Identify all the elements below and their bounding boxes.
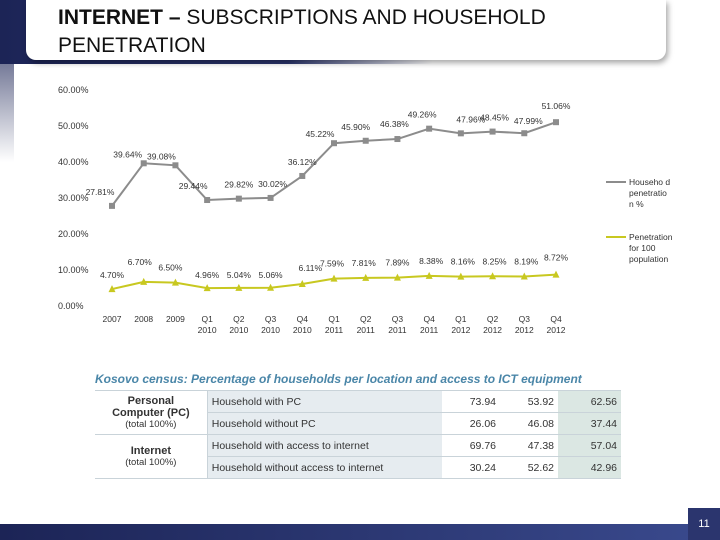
x-tick-label: Q4 <box>423 314 435 324</box>
y-tick-label: 20.00% <box>58 229 89 239</box>
group-pc <box>95 391 207 435</box>
x-tick-label: 2011 <box>356 325 375 335</box>
data-label: 45.90% <box>341 121 371 132</box>
x-tick-label: 2011 <box>420 325 439 335</box>
legend-label: Penetration <box>629 232 673 242</box>
cell-value: 26.06 <box>442 413 500 435</box>
data-label: 5.06% <box>258 269 283 280</box>
data-label: 29.44% <box>178 181 208 192</box>
data-label: 6.50% <box>158 262 183 273</box>
x-tick-label: 2007 <box>102 314 122 324</box>
cell-value: 42.96 <box>558 457 621 479</box>
data-point <box>109 203 115 209</box>
data-label: 7.89% <box>385 257 410 268</box>
cell-value: 37.44 <box>558 413 621 435</box>
group-label: Internet <box>130 445 172 457</box>
x-tick-label: Q3 <box>518 314 530 324</box>
x-tick-label: 2012 <box>483 325 503 335</box>
group-sub: (total 100%) <box>125 457 177 468</box>
data-label: 4.96% <box>195 270 220 281</box>
cell-value: 47.38 <box>500 435 558 457</box>
row-label: Household with access to internet <box>207 435 442 457</box>
data-label: 27.81% <box>85 186 115 197</box>
data-point <box>521 130 527 136</box>
y-tick-label: 0.00% <box>58 301 84 311</box>
data-label: 46.38% <box>380 119 409 130</box>
legend-label: population <box>629 254 669 264</box>
data-label: 30.02% <box>258 178 287 189</box>
data-label: 39.08% <box>147 151 176 162</box>
x-tick-label: 2010 <box>197 325 217 335</box>
data-label: 8.25% <box>482 256 507 267</box>
slide-title-rest: SUBSCRIPTIONS AND HOUSEHOLD PENETRATION <box>58 6 546 57</box>
data-label: 8.19% <box>514 256 539 267</box>
data-label: 47.96% <box>456 114 486 125</box>
x-tick-label: 2012 <box>451 325 471 335</box>
y-tick-label: 10.00% <box>58 265 89 275</box>
x-tick-label: 2012 <box>514 325 534 335</box>
data-point <box>426 126 432 132</box>
cell-value: 73.94 <box>442 391 500 413</box>
x-tick-label: 2010 <box>292 325 312 335</box>
x-tick-label: Q4 <box>550 314 562 324</box>
data-point <box>141 160 147 166</box>
y-tick-label: 50.00% <box>58 121 89 131</box>
data-point <box>268 195 274 201</box>
cell-value: 53.92 <box>500 391 558 413</box>
data-label: 47.99% <box>513 116 543 127</box>
x-tick-label: 2012 <box>546 325 566 335</box>
data-label: 6.70% <box>127 256 152 267</box>
slide-title-bold: INTERNET – <box>58 6 181 29</box>
x-tick-label: Q2 <box>360 314 372 324</box>
data-label: 8.72% <box>543 252 569 263</box>
data-point <box>394 136 400 142</box>
x-tick-label: 2011 <box>388 325 407 335</box>
data-label: 36.12% <box>287 156 317 167</box>
footer-bar <box>0 524 720 540</box>
data-point <box>490 129 496 135</box>
x-tick-label: 2009 <box>165 314 185 324</box>
row-label: Household without access to internet <box>207 457 442 479</box>
data-label: 39.64% <box>113 149 143 160</box>
data-point <box>458 130 464 136</box>
row-label: Household without PC <box>207 413 442 435</box>
data-point <box>299 173 305 179</box>
x-tick-label: Q1 <box>455 314 467 324</box>
x-tick-label: Q4 <box>296 314 308 324</box>
data-label: 7.59% <box>319 258 345 269</box>
cell-value: 69.76 <box>442 435 500 457</box>
data-label: 45.22% <box>305 129 335 140</box>
legend-label: n % <box>629 199 644 209</box>
row-label: Household with PC <box>207 391 442 413</box>
data-label: 29.82% <box>224 179 254 190</box>
y-tick-label: 40.00% <box>58 157 89 167</box>
x-tick-label: 2010 <box>261 325 281 335</box>
data-label: 8.38% <box>419 255 444 266</box>
table-row <box>95 435 621 457</box>
data-point <box>363 138 369 144</box>
data-label: 5.04% <box>226 269 251 280</box>
cell-value: 30.24 <box>442 457 500 479</box>
data-label: 6.11% <box>298 263 323 274</box>
page-number: 11 <box>688 508 720 540</box>
cell-value: 52.62 <box>500 457 558 479</box>
legend-label: for 100 <box>629 243 656 253</box>
legend-label: Househo d <box>629 177 671 187</box>
data-point <box>172 162 178 168</box>
data-label: 48.45% <box>480 112 509 123</box>
x-tick-label: Q3 <box>391 314 404 324</box>
data-point <box>331 140 337 146</box>
y-tick-label: 60.00% <box>58 85 89 95</box>
census-table <box>95 390 621 479</box>
data-label: 7.81% <box>351 257 376 268</box>
group-label: Personal <box>127 395 175 407</box>
data-label: 49.26% <box>407 109 437 120</box>
x-tick-label: 2008 <box>134 314 154 324</box>
cell-value: 62.56 <box>558 391 621 413</box>
x-tick-label: Q2 <box>233 314 245 324</box>
group-label: Computer (PC) <box>112 407 190 419</box>
legend-label: penetratio <box>629 188 667 198</box>
x-tick-label: Q1 <box>328 314 340 324</box>
group-internet <box>95 435 207 479</box>
table-row <box>95 391 621 413</box>
census-table-section <box>95 372 621 479</box>
x-tick-label: 2010 <box>229 325 249 335</box>
data-label: 8.16% <box>450 256 475 267</box>
data-point <box>553 119 559 125</box>
x-tick-label: Q3 <box>264 314 277 324</box>
cell-value: 57.04 <box>558 435 621 457</box>
data-point <box>236 196 242 202</box>
group-sub: (total 100%) <box>125 419 177 430</box>
data-point <box>204 197 210 203</box>
y-tick-label: 30.00% <box>58 193 89 203</box>
cell-value: 46.08 <box>500 413 558 435</box>
data-label: 51.06% <box>541 101 571 112</box>
x-tick-label: Q2 <box>486 314 499 324</box>
census-table-title: Kosovo census: Percentage of households per location and access to ICT equipment <box>95 372 582 386</box>
x-tick-label: Q1 <box>201 314 213 324</box>
data-label: 4.70% <box>99 270 125 281</box>
x-tick-label: 2011 <box>324 325 344 335</box>
